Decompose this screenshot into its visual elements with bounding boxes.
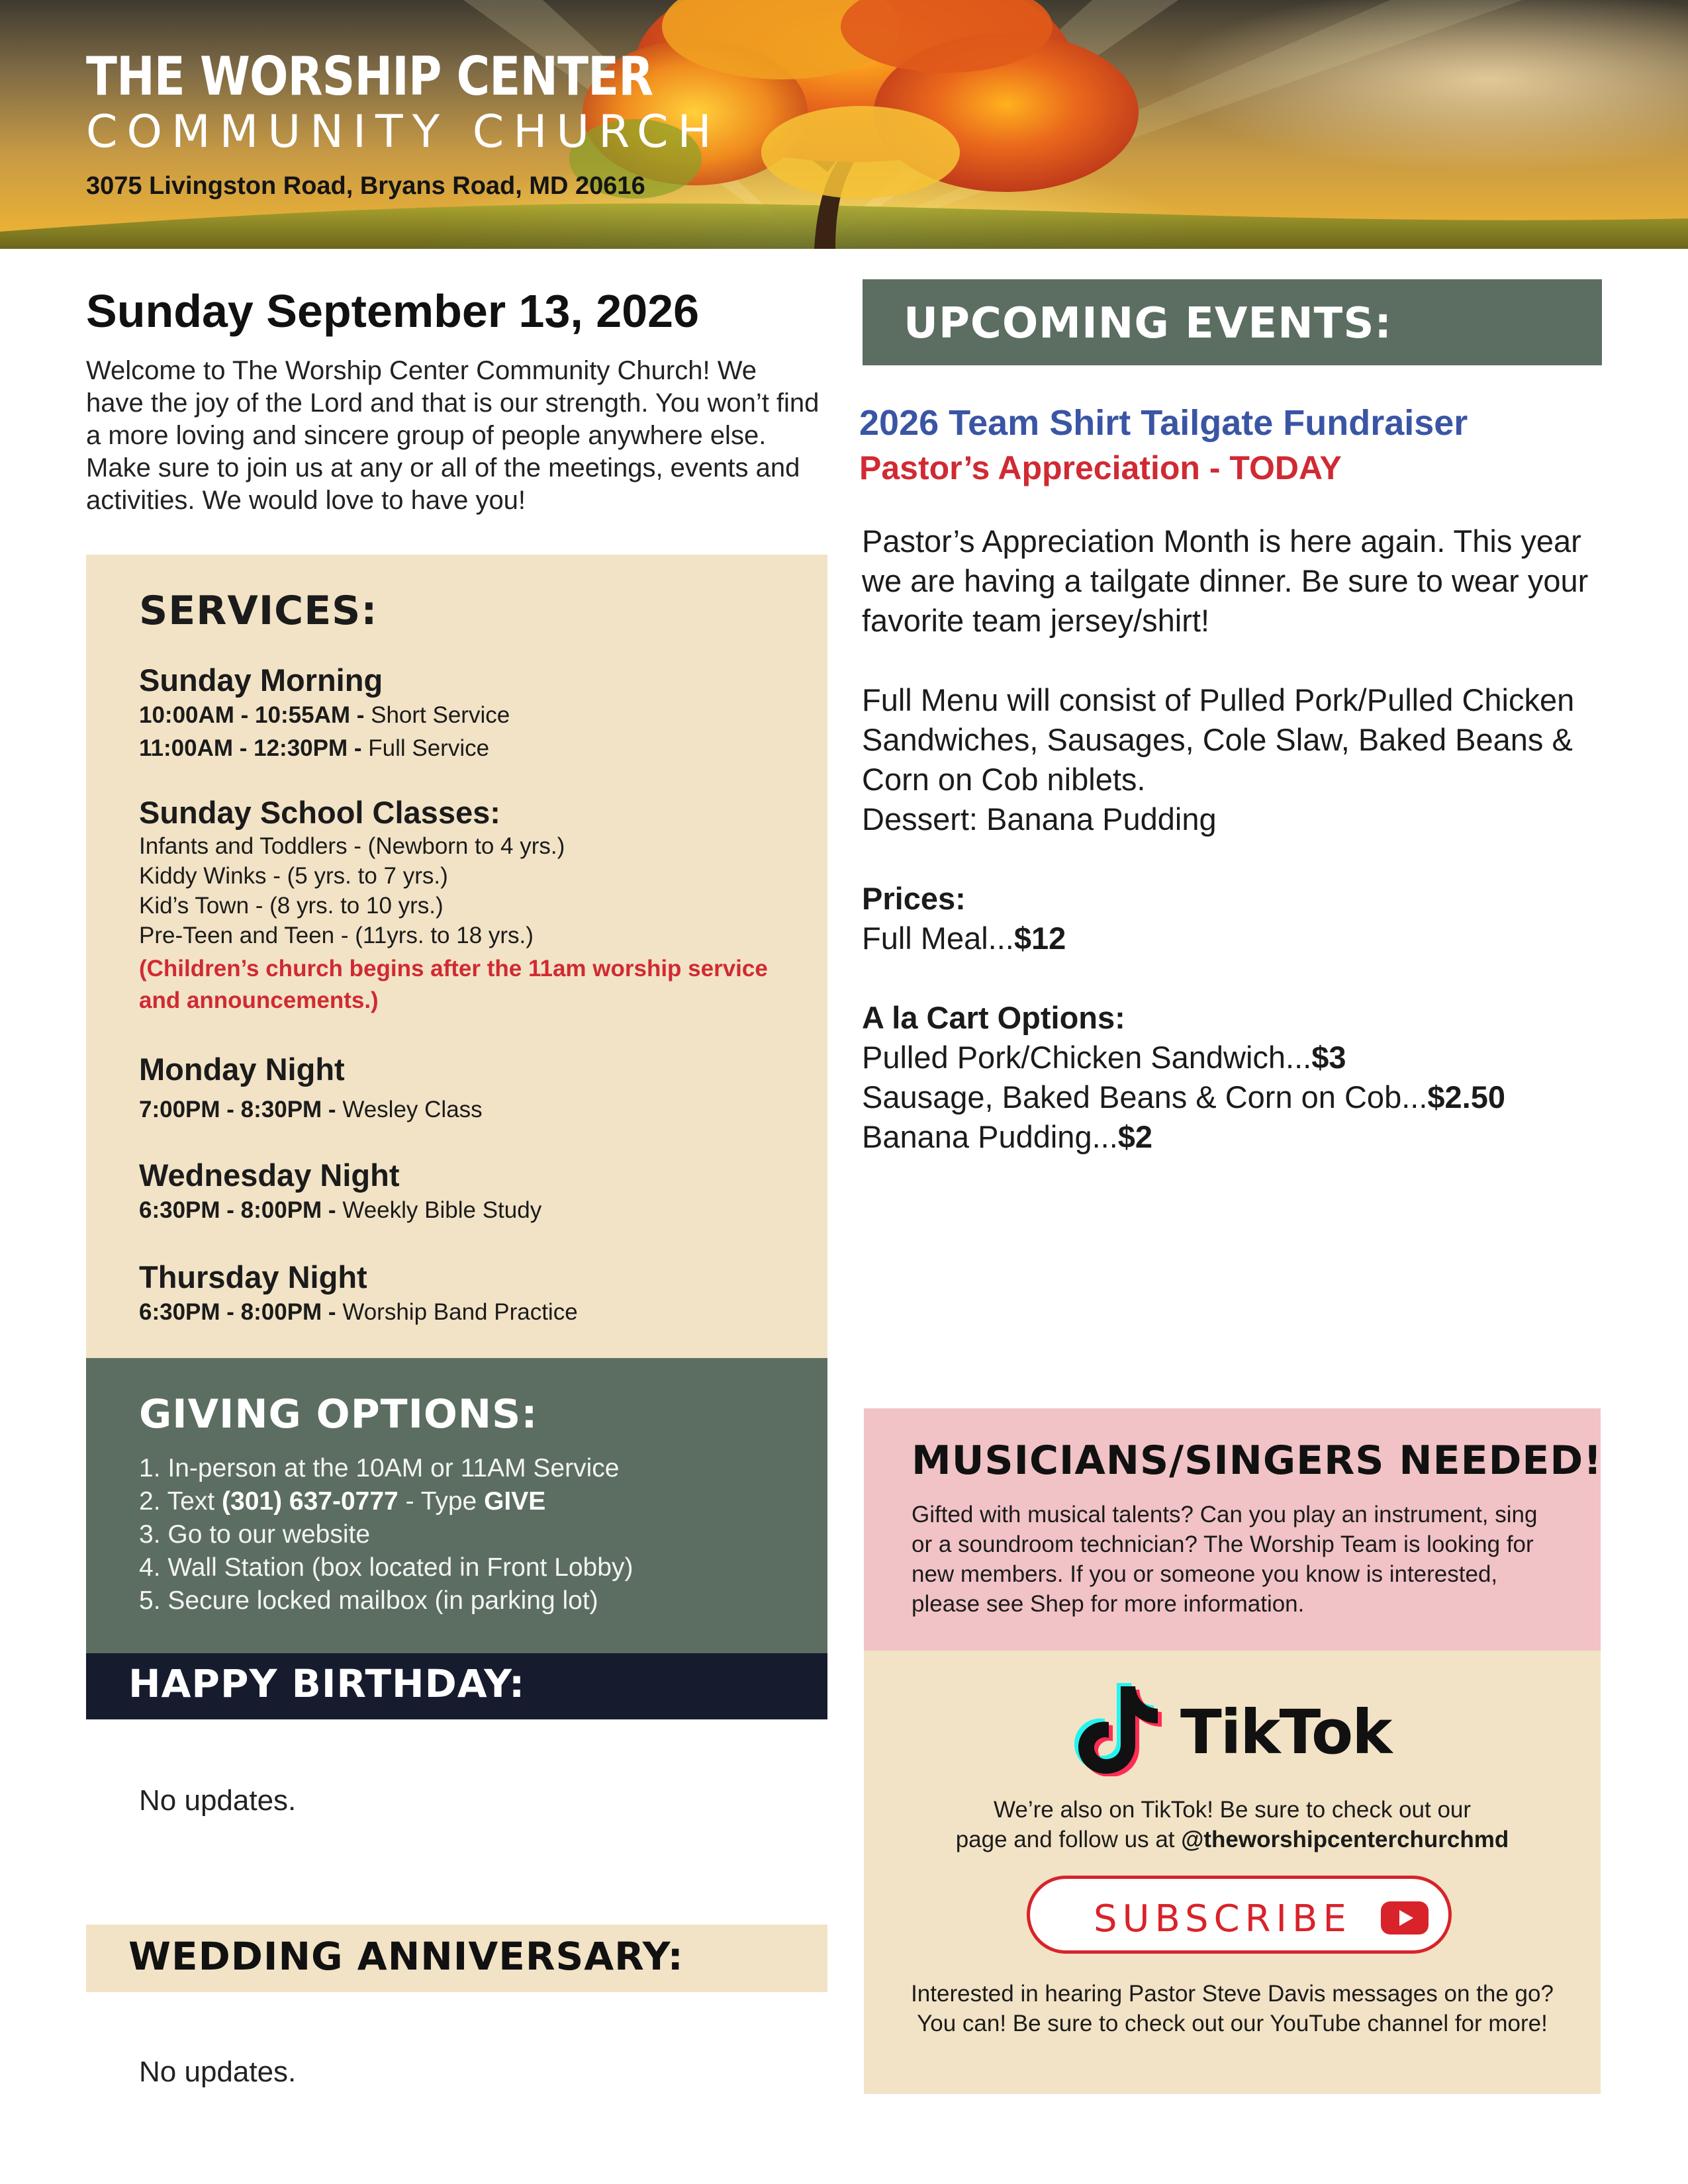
price-value: $2.50: [1427, 1079, 1506, 1115]
giving-phone: (301) 637-0777: [222, 1487, 399, 1516]
event-subtitle: Pastor’s Appreciation - TODAY: [859, 449, 1342, 486]
subscribe-label: SUBSCRIBE: [1094, 1897, 1352, 1940]
service-time-line: [139, 699, 774, 732]
service-desc: Weekly Bible Study: [342, 1197, 542, 1223]
service-time: 10:00AM - 10:55AM -: [139, 702, 371, 728]
giving-text: 2. Text: [139, 1487, 222, 1516]
anniversary-heading-bar: [86, 1925, 827, 1992]
price-line: [862, 1077, 1610, 1117]
service-time: 11:00AM - 12:30PM -: [139, 735, 369, 761]
giving-list: [139, 1452, 774, 1617]
wednesday-group: [139, 1157, 774, 1227]
bulletin-date: Sunday September 13, 2026: [86, 285, 699, 337]
giving-item: 5. Secure locked mailbox (in parking lot): [139, 1586, 598, 1615]
wednesday-title: Wednesday Night: [139, 1158, 400, 1193]
class-item: Kiddy Winks - (5 yrs. to 7 yrs.): [139, 863, 448, 889]
birthday-heading-bar: [86, 1653, 827, 1719]
price-value: $12: [1013, 921, 1066, 956]
service-time-line: [139, 1093, 774, 1126]
musicians-text: Gifted with musical talents? Can you play an instrument, sing or a soundroom technician? The Worship Team is looking for new members. If you or someone you know is interested, please see Shep for more information.: [912, 1502, 1538, 1617]
sunday-school-group: [139, 794, 774, 1017]
giving-item: 3. Go to our website: [139, 1520, 371, 1549]
alacarte-label: A la Cart Options:: [862, 1000, 1125, 1035]
birthday-text: No updates.: [139, 1784, 297, 1817]
events-heading: UPCOMING EVENTS:: [904, 299, 1392, 348]
sunday-morning-title: Sunday Morning: [139, 662, 383, 698]
giving-item: [139, 1485, 774, 1518]
childrens-church-note: (Children’s church begins after the 11am worship service and announcements.): [139, 956, 768, 1013]
tiktok-icon: [1074, 1677, 1167, 1776]
event-dessert: Dessert: Banana Pudding: [862, 801, 1217, 837]
tiktok-line-prefix: page and follow us at: [955, 1827, 1182, 1852]
service-desc: Short Service: [371, 702, 510, 728]
anniversary-text: No updates.: [139, 2056, 297, 2088]
thursday-group: [139, 1259, 774, 1329]
welcome-paragraph: Welcome to The Worship Center Community Church! We have the joy of the Lord and that is our strength. You won’t find a more loving and sincere group of people anywhere else. Make sure to join us at any or all of the meetings, events and activities. We would love to have you!: [86, 356, 820, 515]
event-paragraph: Pastor’s Appreciation Month is here again. This year we are having a tailgate dinner. Be sure to wear your favorite team jersey/shirt!: [862, 523, 1589, 638]
social-panel: [864, 1651, 1601, 2094]
prices-label: Prices:: [862, 881, 966, 916]
service-time: 7:00PM - 8:30PM -: [139, 1097, 343, 1122]
sunday-school-title: Sunday School Classes:: [139, 795, 500, 830]
price-item: Banana Pudding...: [862, 1119, 1118, 1154]
giving-panel: [86, 1358, 827, 1653]
price-item: Sausage, Baked Beans & Corn on Cob...: [862, 1079, 1428, 1115]
musicians-heading: MUSICIANS/SINGERS NEEDED!: [912, 1437, 1603, 1484]
giving-text: - Type: [398, 1487, 485, 1516]
church-name: THE WORSHIP CENTER: [86, 46, 653, 107]
service-desc: Wesley Class: [342, 1097, 483, 1122]
price-line: [862, 1038, 1610, 1077]
tiktok-text: [890, 1795, 1574, 1854]
service-desc: Full Service: [368, 735, 490, 761]
giving-item: 4. Wall Station (box located in Front Lobby): [139, 1553, 633, 1582]
price-value: $2: [1117, 1119, 1153, 1154]
service-desc: Worship Band Practice: [342, 1299, 578, 1325]
giving-keyword: GIVE: [484, 1487, 546, 1516]
header-banner: [0, 0, 1688, 249]
birthday-heading: HAPPY BIRTHDAY:: [128, 1661, 526, 1706]
anniversary-heading: WEDDING ANNIVERSARY:: [128, 1934, 684, 1979]
class-item: Infants and Toddlers - (Newborn to 4 yrs.): [139, 833, 565, 859]
church-address: 3075 Livingston Road, Bryans Road, MD 20616: [86, 172, 645, 200]
tiktok-wordmark: TikTok: [1180, 1697, 1391, 1768]
service-time: 6:30PM - 8:00PM -: [139, 1299, 343, 1325]
subscribe-button[interactable]: [1027, 1876, 1452, 1954]
price-value: $3: [1311, 1040, 1346, 1075]
service-time-line: [139, 1296, 774, 1329]
class-item: Kid’s Town - (8 yrs. to 10 yrs.): [139, 893, 444, 919]
event-paragraph: Full Menu will consist of Pulled Pork/Pulled Chicken Sandwiches, Sausages, Cole Slaw, Baked Beans & Corn on Cob niblets.: [862, 682, 1575, 797]
events-heading-bar: [863, 279, 1602, 365]
sunday-morning-group: [139, 662, 774, 765]
event-title: 2026 Team Shirt Tailgate Fundraiser: [859, 403, 1468, 443]
youtube-text: Interested in hearing Pastor Steve Davis messages on the go? You can! Be sure to check out our YouTube channel for more!: [911, 1981, 1554, 2036]
tiktok-line: [890, 1825, 1574, 1854]
giving-heading: GIVING OPTIONS:: [139, 1391, 538, 1437]
church-subtitle: COMMUNITY CHURCH: [86, 106, 721, 158]
class-item: Pre-Teen and Teen - (11yrs. to 18 yrs.): [139, 923, 534, 948]
tiktok-line: We’re also on TikTok! Be sure to check out our: [993, 1797, 1472, 1823]
price-item: Full Meal...: [862, 921, 1014, 956]
thursday-title: Thursday Night: [139, 1259, 367, 1295]
service-time-line: [139, 1194, 774, 1227]
services-heading: SERVICES:: [139, 588, 378, 634]
service-time: 6:30PM - 8:00PM -: [139, 1197, 343, 1223]
musicians-panel: [864, 1408, 1601, 1651]
price-line: [862, 919, 1610, 958]
youtube-play-icon: [1381, 1901, 1429, 1934]
monday-title: Monday Night: [139, 1052, 345, 1087]
services-panel: [86, 555, 827, 1358]
price-line: [862, 1117, 1610, 1157]
price-item: Pulled Pork/Chicken Sandwich...: [862, 1040, 1312, 1075]
event-body: [862, 522, 1610, 1157]
tiktok-handle[interactable]: @theworshipcenterchurchmd: [1181, 1827, 1509, 1852]
service-time-line: [139, 732, 774, 765]
tiktok-logo[interactable]: [1074, 1677, 1419, 1776]
giving-item: 1. In-person at the 10AM or 11AM Service: [139, 1454, 620, 1482]
monday-group: [139, 1051, 774, 1126]
